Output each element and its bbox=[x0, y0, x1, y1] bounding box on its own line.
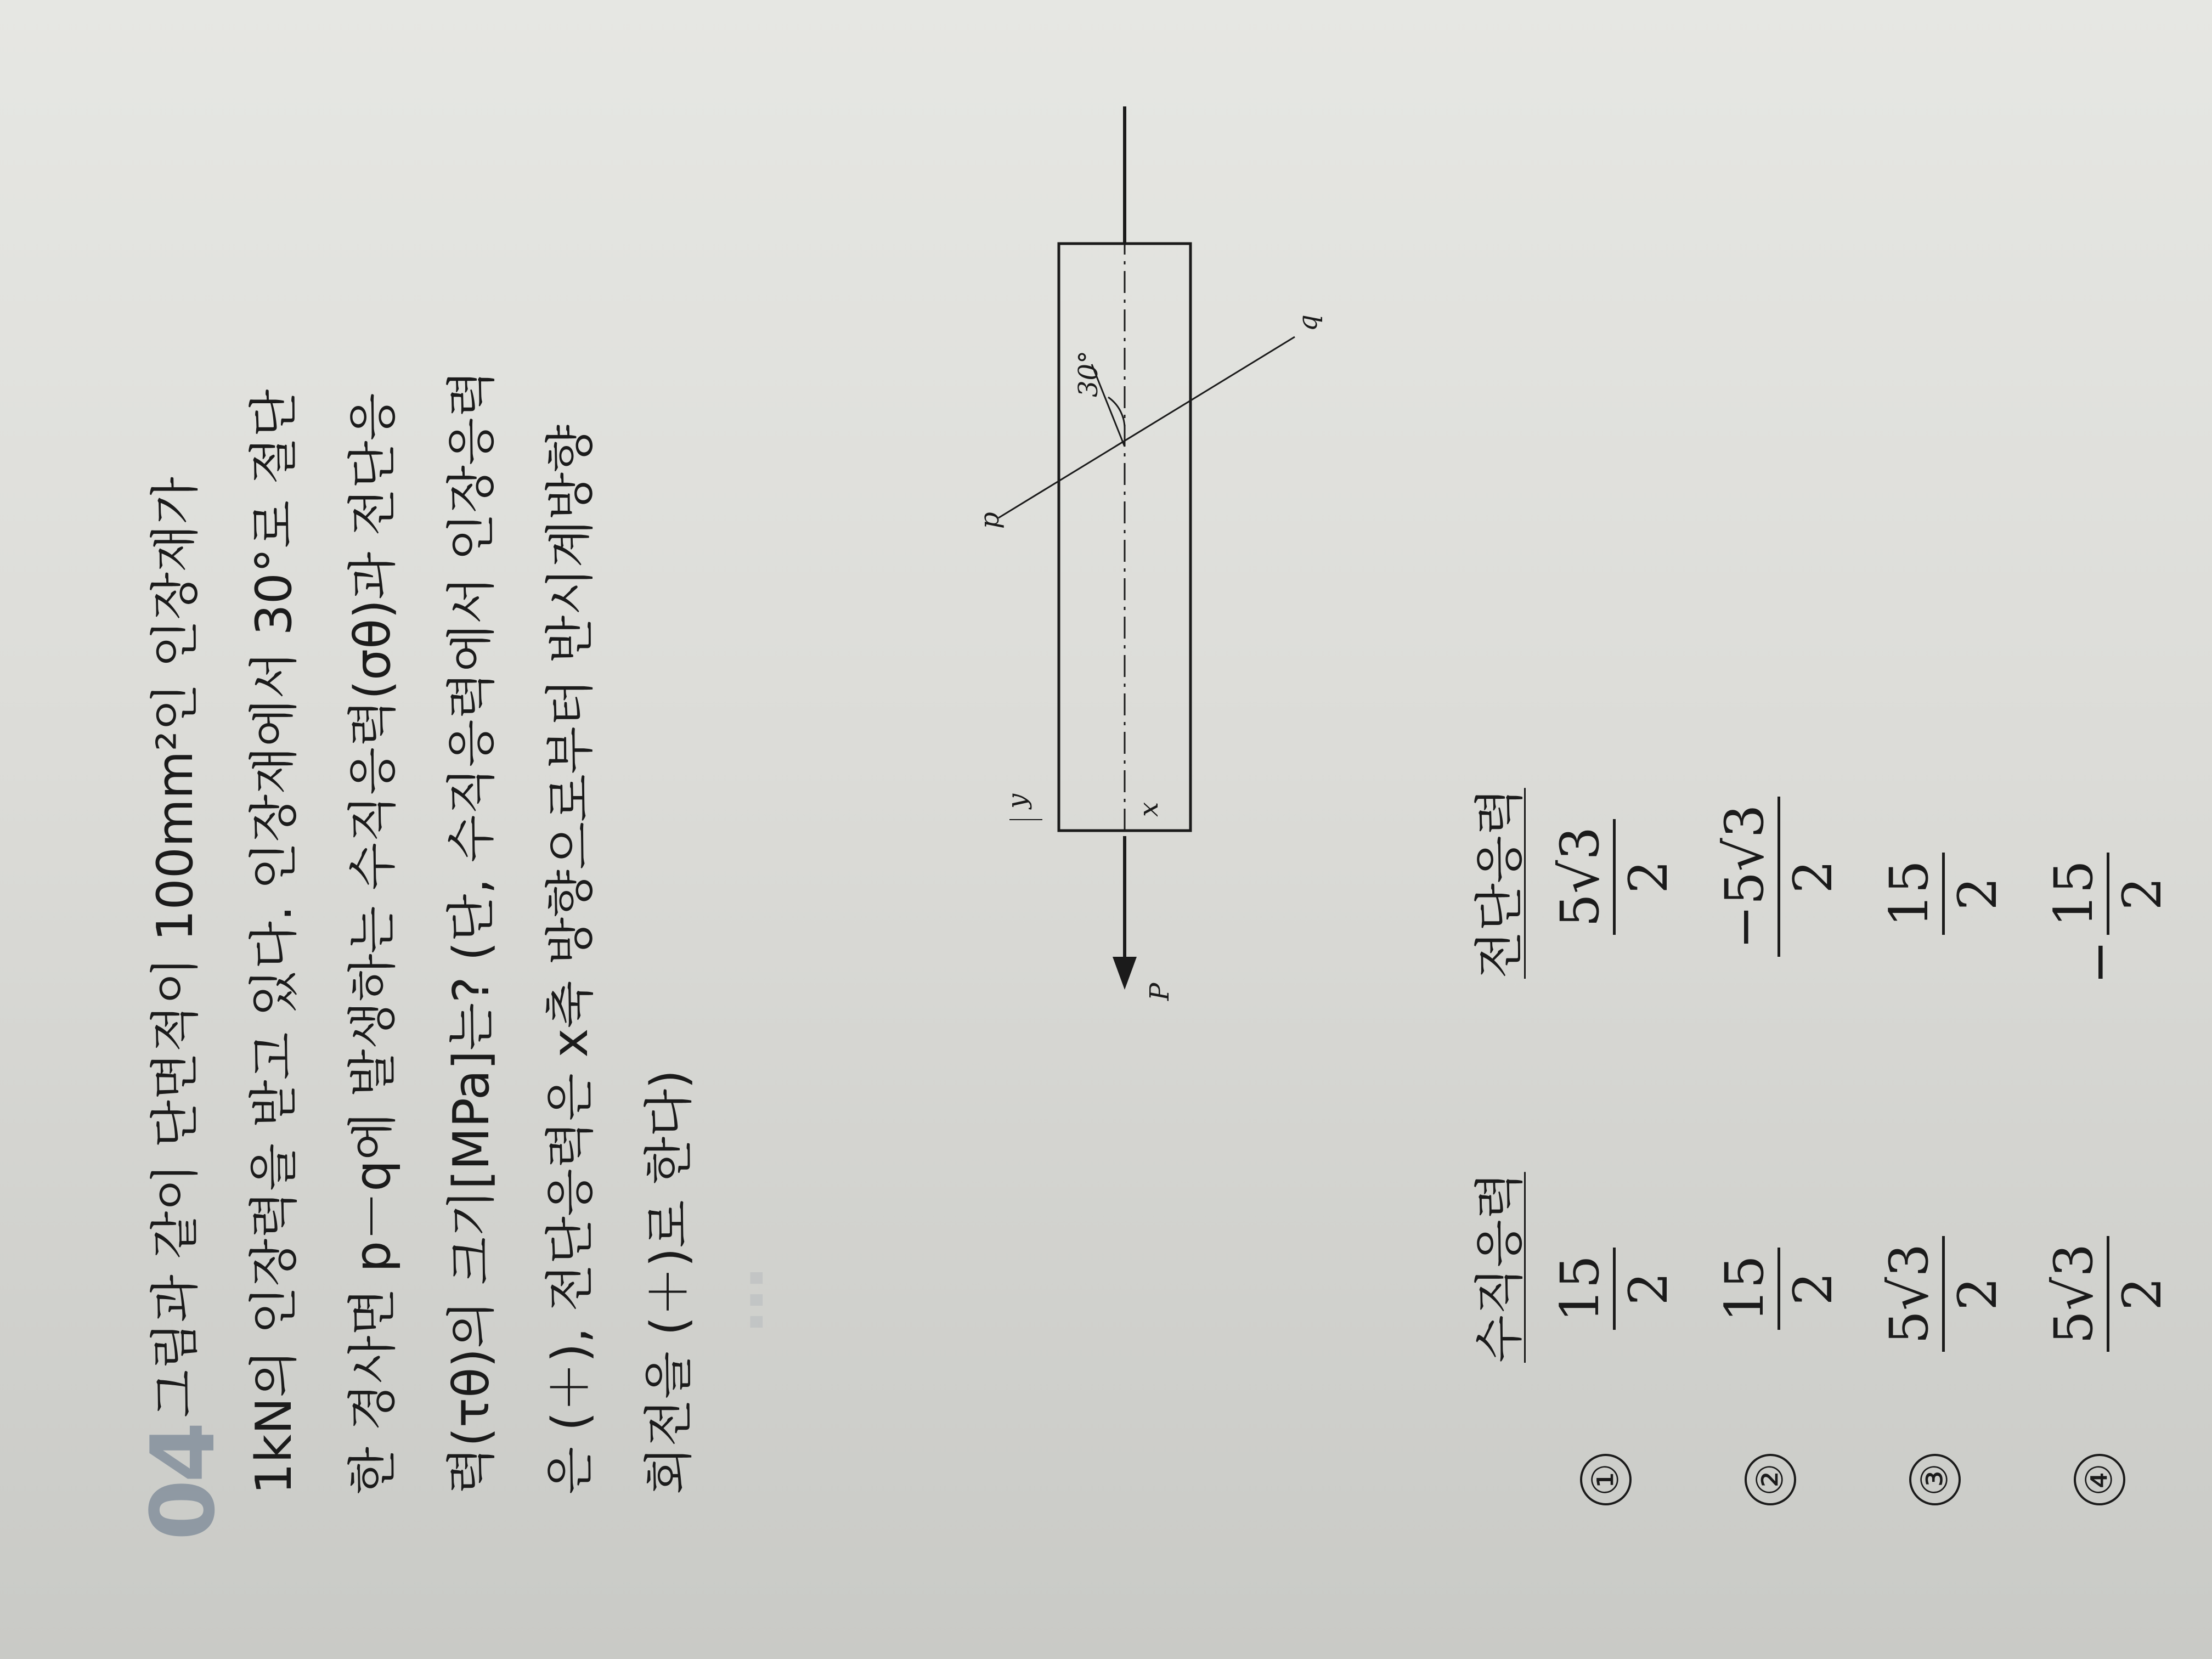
option-2-shear: −5√3 2 bbox=[1712, 797, 1846, 957]
inclined-section-line bbox=[998, 337, 1295, 518]
option-2-normal: 15 2 bbox=[1712, 1248, 1846, 1330]
question-number: 04 bbox=[132, 1425, 234, 1541]
option-4-normal: 5√3 2 bbox=[2041, 1236, 2175, 1352]
option-marker[interactable]: ③ bbox=[1909, 1454, 1961, 1505]
option-1-shear: 5√3 2 bbox=[1547, 819, 1681, 935]
point-q-label: q bbox=[1293, 314, 1323, 331]
question-line: 은 (＋), 전단응력은 x축 방향으로부터 반시계방향 bbox=[541, 424, 599, 1494]
y-axis-label: y bbox=[1002, 793, 1032, 809]
point-p-label: p bbox=[974, 512, 1005, 529]
tension-bar-diagram bbox=[974, 189, 1372, 1012]
option-marker[interactable]: ① bbox=[1580, 1454, 1632, 1505]
option-marker[interactable]: ② bbox=[1745, 1454, 1796, 1505]
question-line: 한 경사면 p－q에 발생하는 수직응력(σθ)과 전단응 bbox=[344, 393, 402, 1494]
header-shear-stress: 전단응력 bbox=[1471, 788, 1528, 979]
bleed-through-text: ⋯ bbox=[719, 1267, 795, 1333]
question-line: 1kN의 인장력을 받고 있다. 인장재에서 30°로 절단 bbox=[245, 389, 303, 1494]
option-1-normal: 15 2 bbox=[1547, 1248, 1681, 1330]
header-normal-stress: 수직응력 bbox=[1471, 1172, 1528, 1363]
option-3-normal: 5√3 2 bbox=[1876, 1236, 2011, 1352]
force-left-label: P bbox=[1144, 983, 1175, 1001]
angle-label: 30° bbox=[1073, 350, 1104, 397]
option-marker[interactable]: ④ bbox=[2074, 1454, 2125, 1505]
question-line: 력(τθ)의 크기[MPa]는? (단, 수직응력에서 인장응력 bbox=[443, 370, 500, 1494]
option-4-shear-sign: − bbox=[2068, 940, 2130, 984]
question-line: 그림과 같이 단면적이 100mm²인 인장재가 bbox=[146, 477, 204, 1418]
option-4-shear: 15 2 bbox=[2041, 853, 2175, 935]
option-3-shear: 15 2 bbox=[1876, 853, 2011, 935]
question-line: 회전을 (＋)로 한다) bbox=[640, 1069, 698, 1494]
left-force-arrowhead bbox=[1113, 957, 1137, 990]
x-axis-label: x bbox=[1133, 802, 1164, 817]
